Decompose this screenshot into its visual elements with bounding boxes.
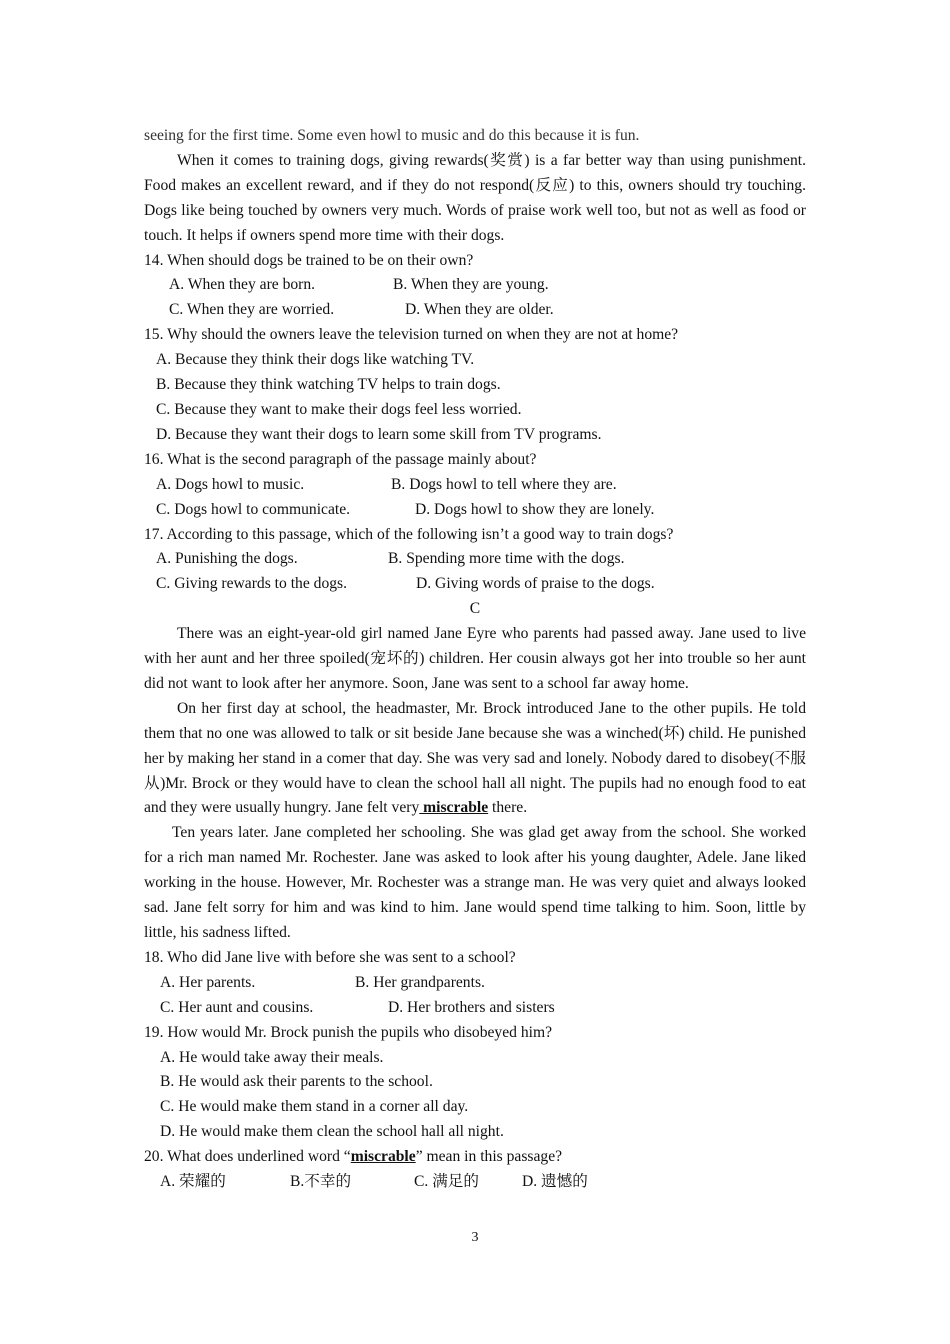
question-17-option-b[interactable]: B. Spending more time with the dogs. <box>388 550 625 568</box>
passage-c-paragraph-2 <box>144 697 806 822</box>
question-19-option-d[interactable]: D. He would make them clean the school hall all night. <box>160 1123 504 1141</box>
question-18-option-d[interactable]: D. Her brothers and sisters <box>388 998 555 1016</box>
question-18-option-a[interactable]: A. Her parents. <box>160 973 256 991</box>
question-19-option-a[interactable]: A. He would take away their meals. <box>160 1048 384 1066</box>
passage-c-paragraph-3: Ten years later. Jane completed her schooling. She was glad get away from the school. She worked for a rich man named Mr. Rochester. Jane was asked to look after his young daughter, Adele. Jane liked working in the house. However, Mr. Rochester was a strange man. He was very quiet and always looked sad. Jane felt sorry for him and was kind to him. Jane would spend time talking to him. Soon, little by little, his sadness lifted. <box>144 824 806 941</box>
question-20-stem-post: ” mean in this passage? <box>415 1148 563 1166</box>
question-20-option-b[interactable]: B.不幸的 <box>290 1173 352 1191</box>
passage-c-paragraph-1: There was an eight-year-old girl named Jane Eyre who parents had passed away. Jane used to live with her aunt and her three spoiled(宠坏的) children. Her cousin always got her into trouble so her aunt did not want to look after her anymore. Soon, Jane was sent to a school far away home. <box>144 625 806 692</box>
passage-c-paragraph-2-end: there. <box>488 799 528 817</box>
question-17-option-c[interactable]: C. Giving rewards to the dogs. <box>156 575 348 593</box>
question-15-option-c[interactable]: C. Because they want to make their dogs feel less worried. <box>156 400 522 418</box>
question-15-stem: 15. Why should the owners leave the television turned on when they are not at home? <box>144 326 679 344</box>
question-19-option-b[interactable]: B. He would ask their parents to the school. <box>160 1073 433 1091</box>
passage-c-paragraph-2-text: On her first day at school, the headmaster, Mr. Brock introduced Jane to the other pupils. He told them that no one was allowed to talk or sit beside Jane because she was a winched(坏) child. He punished her by making her stand in a comer that day. She was very sad and lonely. Nobody dared to disobey(不服从)Mr. Brock or they would have to clean the school hall all night. The pupils had no enough food to eat and they were usually hungry. Jane felt very <box>144 699 806 817</box>
passage-b-continuation: seeing for the first time. Some even howl to music and do this because it is fun. <box>144 127 640 144</box>
question-16-option-b[interactable]: B. Dogs howl to tell where they are. <box>391 475 617 493</box>
question-17-stem: 17. According to this passage, which of the following isn’t a good way to train dogs? <box>144 525 674 543</box>
question-14-option-d[interactable]: D. When they are older. <box>405 301 554 319</box>
question-14-stem: 14. When should dogs be trained to be on their own? <box>144 251 474 269</box>
document-page <box>144 124 806 1195</box>
question-20-stem-pre: 20. What does underlined word “ <box>144 1148 351 1166</box>
question-19-option-c[interactable]: C. He would make them stand in a corner all day. <box>160 1098 469 1116</box>
question-20-option-d[interactable]: D. 遗憾的 <box>522 1173 588 1191</box>
page-number: 3 <box>471 1230 479 1245</box>
passage-b-training-paragraph: When it comes to training dogs, giving rewards(奖赏) is a far better way than using punishment. Food makes an excellent reward, and if they do not respond(反应) to this, owners should try touching. Dogs like being touched by owners very much. Words of praise work well too, but not as well as food or touch. It helps if owners spend more time with their dogs. <box>144 151 806 244</box>
question-19-stem: 19. How would Mr. Brock punish the pupils who disobeyed him? <box>144 1023 553 1041</box>
question-20-option-c[interactable]: C. 满足的 <box>414 1173 479 1191</box>
question-20-option-a[interactable]: A. 荣耀的 <box>160 1173 226 1191</box>
question-18-stem: 18. Who did Jane live with before she was sent to a school? <box>144 948 516 966</box>
question-16-option-a[interactable]: A. Dogs howl to music. <box>156 475 305 493</box>
underlined-word-miscrable: miscrable <box>419 799 489 817</box>
section-heading-c: C <box>469 600 481 618</box>
question-14-option-a[interactable]: A. When they are born. <box>169 276 316 294</box>
question-14-option-c[interactable]: C. When they are worried. <box>169 301 335 319</box>
question-16-stem: 16. What is the second paragraph of the passage mainly about? <box>144 450 537 468</box>
question-14-option-b[interactable]: B. When they are young. <box>393 276 549 294</box>
question-15-option-b[interactable]: B. Because they think watching TV helps to train dogs. <box>156 376 501 394</box>
question-20-stem <box>144 1145 806 1170</box>
question-17-option-a[interactable]: A. Punishing the dogs. <box>156 550 298 568</box>
question-17-option-d[interactable]: D. Giving words of praise to the dogs. <box>416 575 655 593</box>
question-16-option-c[interactable]: C. Dogs howl to communicate. <box>156 500 351 518</box>
question-15-option-d[interactable]: D. Because they want their dogs to learn some skill from TV programs. <box>156 425 602 443</box>
question-20-underlined-word: miscrable <box>350 1148 416 1166</box>
question-18-option-b[interactable]: B. Her grandparents. <box>355 973 485 991</box>
question-16-option-d[interactable]: D. Dogs howl to show they are lonely. <box>415 500 655 518</box>
question-15-option-a[interactable]: A. Because they think their dogs like watching TV. <box>156 351 475 369</box>
question-18-option-c[interactable]: C. Her aunt and cousins. <box>160 998 314 1016</box>
